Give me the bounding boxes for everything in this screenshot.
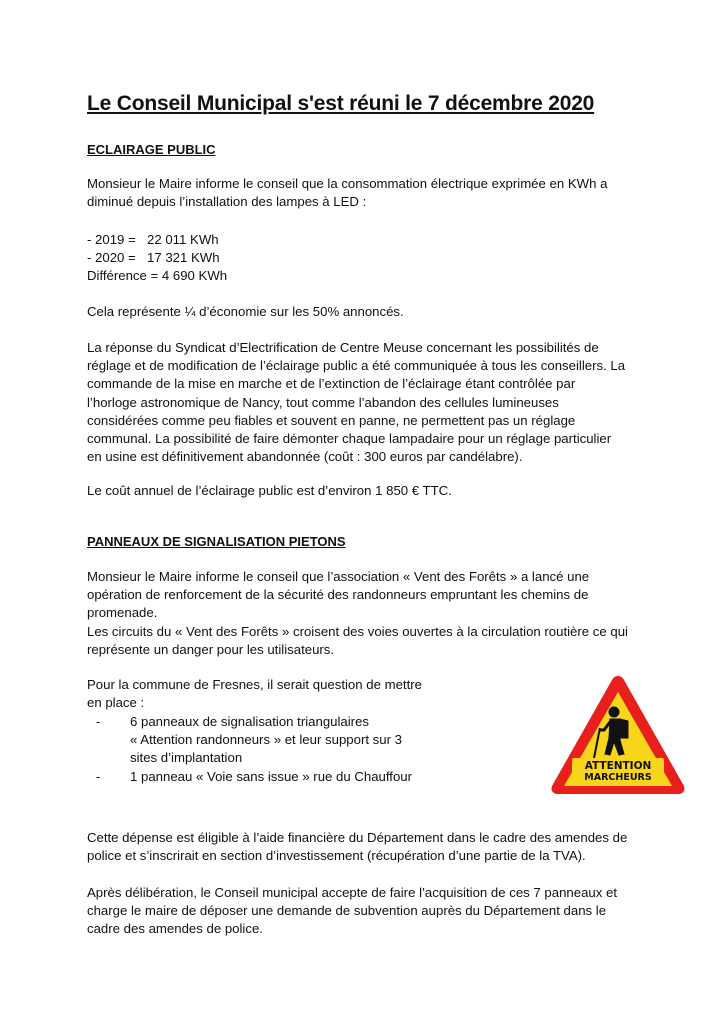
text-line: en usine est définitivement abandonnée (coût : 300 euros par candélabre). <box>87 449 523 465</box>
paragraph-annual-cost: Le coût annuel de l’éclairage public est d’environ 1 850 € TTC. <box>87 483 452 498</box>
text-line: « Attention randonneurs » et leur support sur 3 <box>130 732 402 748</box>
text-line: considérées comme peu fiables et souvent en panne, ne permettent pas un réglage <box>87 412 576 428</box>
page-title: Le Conseil Municipal s'est réuni le 7 décembre 2020 <box>87 92 595 115</box>
kwh-difference: Différence = 4 690 KWh <box>87 268 228 284</box>
paragraph-intro-panneaux <box>87 568 628 659</box>
bullet-list <box>96 713 412 786</box>
text-line: cadre des amendes de police. <box>87 921 263 937</box>
kwh-row-2019 <box>87 231 227 249</box>
text-line: Les circuits du « Vent des Forêts » croisent des voies ouvertes à la circulation routière ce qui <box>87 623 628 639</box>
sign-text-marcheurs: MARCHEURS <box>584 772 652 783</box>
text-line: en place : <box>87 695 145 711</box>
text-line: promenade. <box>87 605 158 621</box>
text-line: l’horloge astronomique de Nancy, tout comme l’abandon des cellules lumineuses <box>87 394 559 410</box>
kwh-row-2020 <box>87 249 227 267</box>
text-line: diminué depuis l’installation des lampes à LED : <box>87 194 367 210</box>
text-line: Monsieur le Maire informe le conseil que l’association « Vent des Forêts » a lancé une <box>87 569 590 584</box>
text-line: 6 panneaux de signalisation triangulaires <box>130 714 370 729</box>
attention-marcheurs-sign <box>548 672 688 800</box>
sign-text-attention: ATTENTION <box>584 760 652 772</box>
paragraph-eligibility <box>87 829 627 865</box>
paragraph-economy: Cela représente ¼ d’économie sur les 50% annoncés. <box>87 304 404 319</box>
paragraph-intro-eclairage <box>87 175 607 211</box>
kwh-list <box>87 231 227 286</box>
text-line: 1 panneau « Voie sans issue » rue du Chauffour <box>130 768 413 784</box>
section-heading-panneaux: PANNEAUX DE SIGNALISATION PIETONS <box>87 534 346 549</box>
kwh-value: 17 321 KWh <box>147 250 220 266</box>
text-line: opération de renforcement de la sécurité des randonneurs empruntant les chemins de <box>87 587 589 603</box>
bullet-dash: - <box>96 768 101 784</box>
section-heading-eclairage: ECLAIRAGE PUBLIC <box>87 142 216 157</box>
paragraph-fresnes <box>87 676 422 712</box>
kwh-year: - 2019 = <box>87 232 136 247</box>
text-line: Monsieur le Maire informe le conseil que la consommation électrique exprimée en KWh a <box>87 176 608 191</box>
paragraph-decision <box>87 884 617 939</box>
text-line: sites d’implantation <box>130 750 243 766</box>
text-line: réglage et de modification de l’éclairage public a été communiquée à tous les conseillers. La <box>87 358 626 374</box>
text-line: Cette dépense est éligible à l’aide financière du Département dans le cadre des amendes de <box>87 830 628 845</box>
text-line: représente un danger pour les utilisateurs. <box>87 641 335 657</box>
text-line: police et s’inscrirait en section d’investissement (récupération d’une partie de la TVA). <box>87 848 586 864</box>
text-line: La réponse du Syndicat d’Electrification de Centre Meuse concernant les possibilités de <box>87 340 599 355</box>
text-line: Après délibération, le Conseil municipal accepte de faire l’acquisition de ces 7 panneaux et <box>87 885 618 900</box>
text-line: commande de la mise en marche et de l’extinction de l’éclairage étant contrôlée par <box>87 376 576 392</box>
paragraph-syndicat <box>87 339 625 466</box>
kwh-year: - 2020 = <box>87 250 136 266</box>
text-line: Pour la commune de Fresnes, il serait question de mettre <box>87 677 422 692</box>
list-item <box>96 713 412 768</box>
text-line: charge le maire de déposer une demande de subvention auprès du Département dans le <box>87 903 607 919</box>
list-item <box>96 768 412 786</box>
bullet-dash: - <box>96 714 101 729</box>
text-line: communal. La possibilité de faire démonter chaque lampadaire pour un réglage particulier <box>87 431 612 447</box>
kwh-value: 22 011 KWh <box>147 232 219 247</box>
